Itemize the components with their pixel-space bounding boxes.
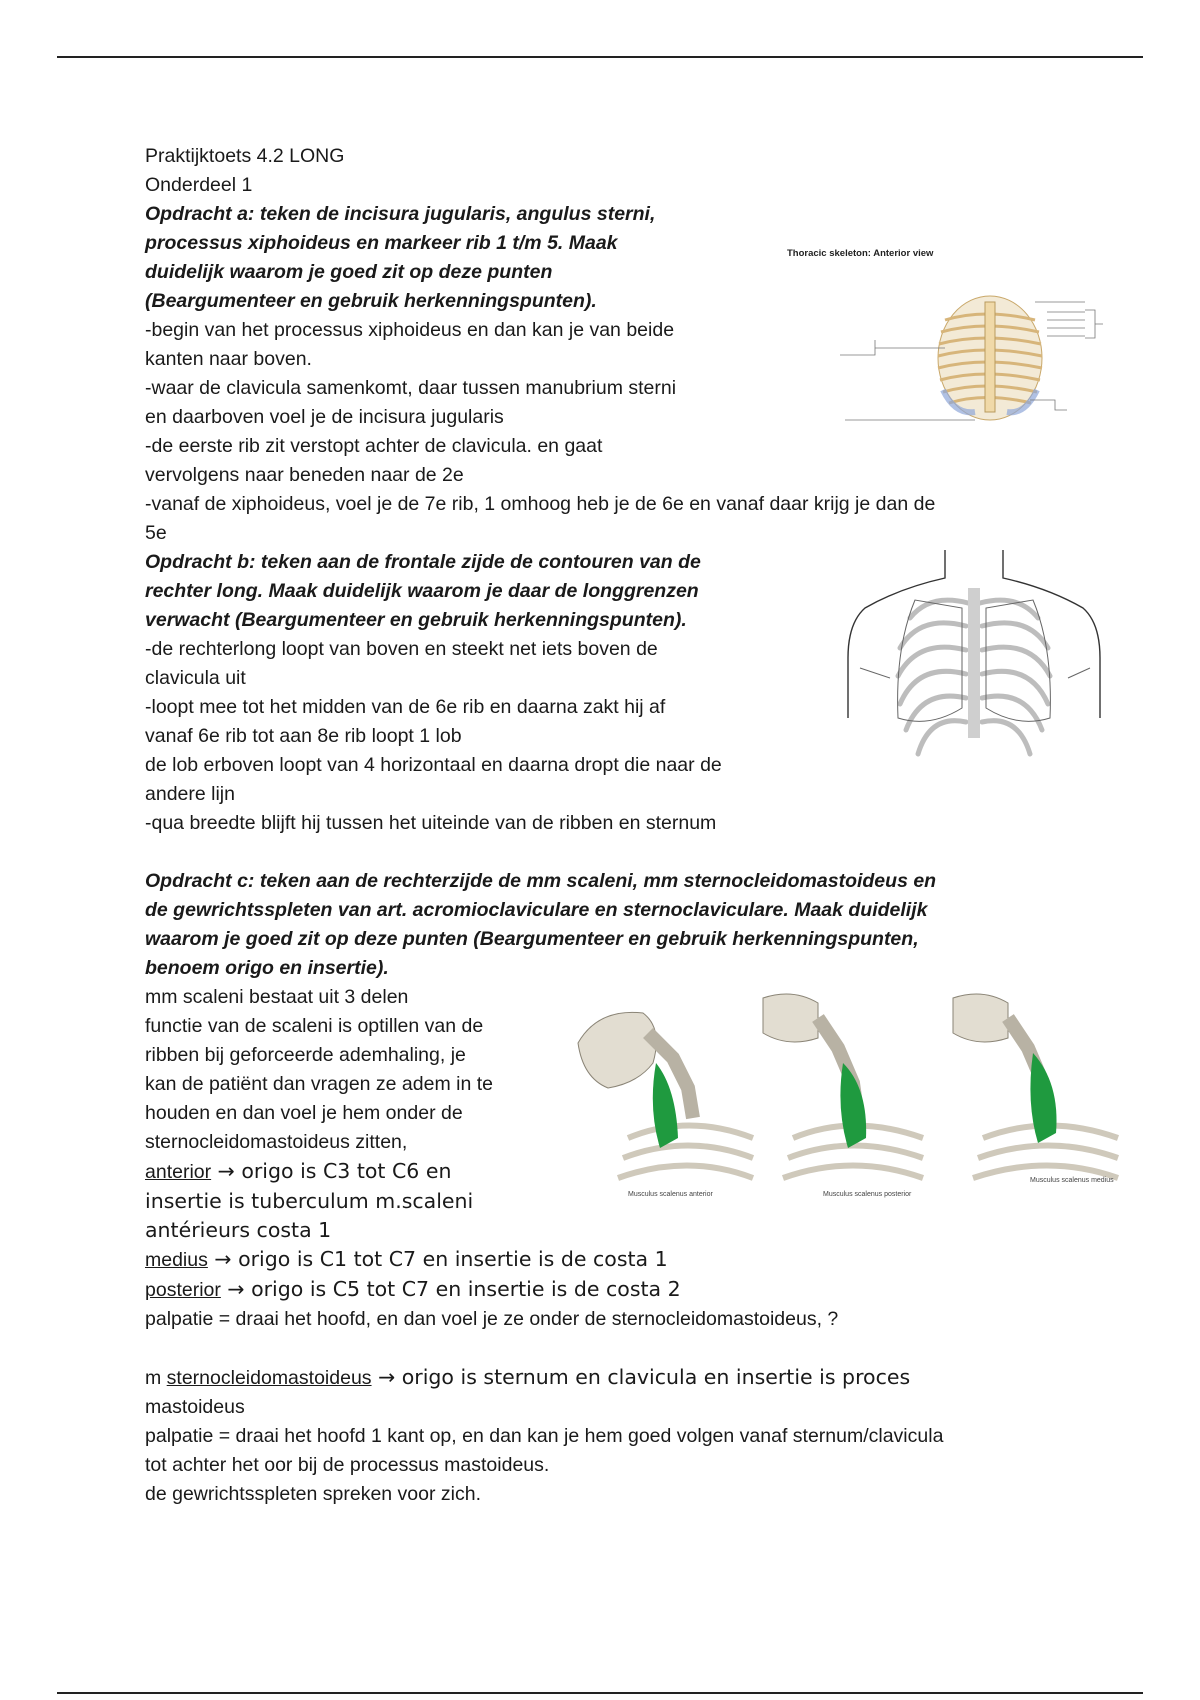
- medius-line: [145, 1245, 1065, 1275]
- top-rule: [57, 56, 1143, 58]
- chest-outline-figure: [840, 548, 1108, 780]
- section-b-text: -de rechterlong loopt van boven en steekt net iets boven de: [145, 638, 658, 660]
- section-c-heading: Opdracht c: teken aan de rechterzijde de mm scaleni, mm sternocleidomastoideus en: [145, 870, 937, 892]
- posterior-text: → origo is C5 tot C7 en insertie is de costa 2: [220, 1277, 681, 1301]
- doc-subtitle: Onderdeel 1: [145, 174, 253, 196]
- section-a-text: -begin van het processus xiphoideus en dan kan je van beide: [145, 319, 675, 341]
- anterior-text: insertie is tuberculum m.scaleni: [145, 1189, 474, 1213]
- anterior-text: antérieurs costa 1: [145, 1218, 332, 1242]
- medius-label: medius: [145, 1249, 208, 1271]
- sternum: [985, 302, 995, 412]
- section-c-heading: waarom je goed zit op deze punten (Beargumenteer en gebruik herkenningspunten,: [145, 928, 919, 950]
- doc-title: Praktijktoets 4.2 LONG: [145, 145, 345, 167]
- section-a-text: kanten naar boven.: [145, 348, 312, 370]
- figure-c-caption: Musculus scalenus anterior: [628, 1191, 713, 1198]
- palpatie-scm: palpatie = draai het hoofd 1 kant op, en dan kan je hem goed volgen vanaf sternum/clavicula: [145, 1425, 944, 1447]
- section-c-text: mm scaleni bestaat uit 3 delen: [145, 986, 409, 1008]
- figure-a-title: Thoracic skeleton: Anterior view: [787, 248, 934, 259]
- scm-text: → origo is sternum en clavicula en insertie is proces: [371, 1365, 911, 1389]
- scm-text: mastoideus: [145, 1396, 245, 1418]
- palpatie-scm: tot achter het oor bij de processus mastoideus.: [145, 1454, 550, 1476]
- ribs: [618, 1126, 753, 1179]
- section-b-text: -loopt mee tot het midden van de 6e rib en daarna zakt hij af: [145, 696, 666, 718]
- section-b-text: vanaf 6e rib tot aan 8e rib loopt 1 lob: [145, 725, 462, 747]
- skull: [763, 994, 818, 1042]
- section-c-heading: de gewrichtsspleten van art. acromioclaviculare en sternoclaviculare. Maak duidelijk: [145, 899, 928, 921]
- medius-text: → origo is C1 tot C7 en insertie is de costa 1: [207, 1247, 668, 1271]
- section-c-text: houden en dan voel je hem onder de: [145, 1102, 463, 1124]
- left-shoulder-outline: [848, 550, 945, 718]
- section-c-text: kan de patiënt dan vragen ze adem in te: [145, 1073, 493, 1095]
- bottom-rule: [57, 1692, 1143, 1694]
- scaleni-figure: [568, 988, 1138, 1200]
- section-a-text: en daarboven voel je de incisura jugularis: [145, 406, 504, 428]
- scaleni-illustrations: [568, 988, 1138, 1200]
- section-a-heading: duidelijk waarom je goed zit op deze punten: [145, 261, 553, 283]
- sternum-outline: [968, 588, 980, 738]
- section-b-text: -qua breedte blijft hij tussen het uiteinde van de ribben en sternum: [145, 812, 717, 834]
- section-b-text: andere lijn: [145, 783, 235, 805]
- scm-line: [145, 1363, 1065, 1393]
- section-b-heading: rechter long. Maak duidelijk waarom je daar de longgrenzen: [145, 580, 699, 602]
- scalenus-medius-view: [953, 994, 1118, 1184]
- skull: [953, 994, 1008, 1042]
- posterior-line: [145, 1275, 1065, 1305]
- scm-prefix: m: [145, 1367, 167, 1389]
- chest-lung-illustration: [840, 548, 1108, 780]
- scalenus-posterior-view: [763, 994, 923, 1198]
- section-a-text: -waar de clavicula samenkomt, daar tussen manubrium sterni: [145, 377, 677, 399]
- closing-text: de gewrichtsspleten spreken voor zich.: [145, 1483, 482, 1505]
- right-shoulder-outline: [1003, 550, 1100, 718]
- anterior-label: anterior: [145, 1161, 212, 1183]
- thoracic-skeleton-illustration: [785, 240, 1155, 440]
- figure-c-caption: Musculus scalenus posterior: [823, 1191, 912, 1198]
- scalenus-anterior-view: [578, 1012, 753, 1198]
- section-a-heading: Opdracht a: teken de incisura jugularis, angulus sterni,: [145, 203, 656, 225]
- scm-label: sternocleidomastoideus: [166, 1367, 372, 1389]
- section-a-heading: processus xiphoideus en markeer rib 1 t/m 5. Maak: [145, 232, 618, 254]
- section-a-text: vervolgens naar beneden naar de 2e: [145, 464, 464, 486]
- section-c-text: ribben bij geforceerde ademhaling, je: [145, 1044, 466, 1066]
- blank-line: [145, 838, 1065, 867]
- section-c-text: sternocleidomastoideus zitten,: [145, 1131, 408, 1153]
- skull: [578, 1012, 656, 1088]
- blank-line: [145, 1334, 1065, 1363]
- section-c-heading: benoem origo en insertie).: [145, 957, 389, 979]
- palpatie-scaleni: palpatie = draai het hoofd, en dan voel je ze onder de sternocleidomastoideus, ?: [145, 1308, 839, 1330]
- section-a-text: 5e: [145, 522, 167, 544]
- section-a-heading: (Beargumenteer en gebruik herkenningspunten).: [145, 290, 597, 312]
- posterior-label: posterior: [145, 1279, 221, 1301]
- section-c-text: functie van de scaleni is optillen van de: [145, 1015, 484, 1037]
- section-b-heading: verwacht (Beargumenteer en gebruik herkenningspunten).: [145, 609, 687, 631]
- section-b-text: clavicula uit: [145, 667, 246, 689]
- section-a-text: -de eerste rib zit verstopt achter de clavicula. en gaat: [145, 435, 603, 457]
- thoracic-skeleton-figure: [785, 240, 1155, 440]
- anterior-text: → origo is C3 tot C6 en: [211, 1159, 452, 1183]
- section-b-text: de lob erboven loopt van 4 horizontaal en daarna dropt die naar de: [145, 754, 722, 776]
- section-b-heading: Opdracht b: teken aan de frontale zijde de contouren van de: [145, 551, 701, 573]
- section-a-text: -vanaf de xiphoideus, voel je de 7e rib, 1 omhoog heb je de 6e en vanaf daar krijg je dan de: [145, 493, 936, 515]
- figure-c-caption: Musculus scalenus medius: [1030, 1177, 1114, 1184]
